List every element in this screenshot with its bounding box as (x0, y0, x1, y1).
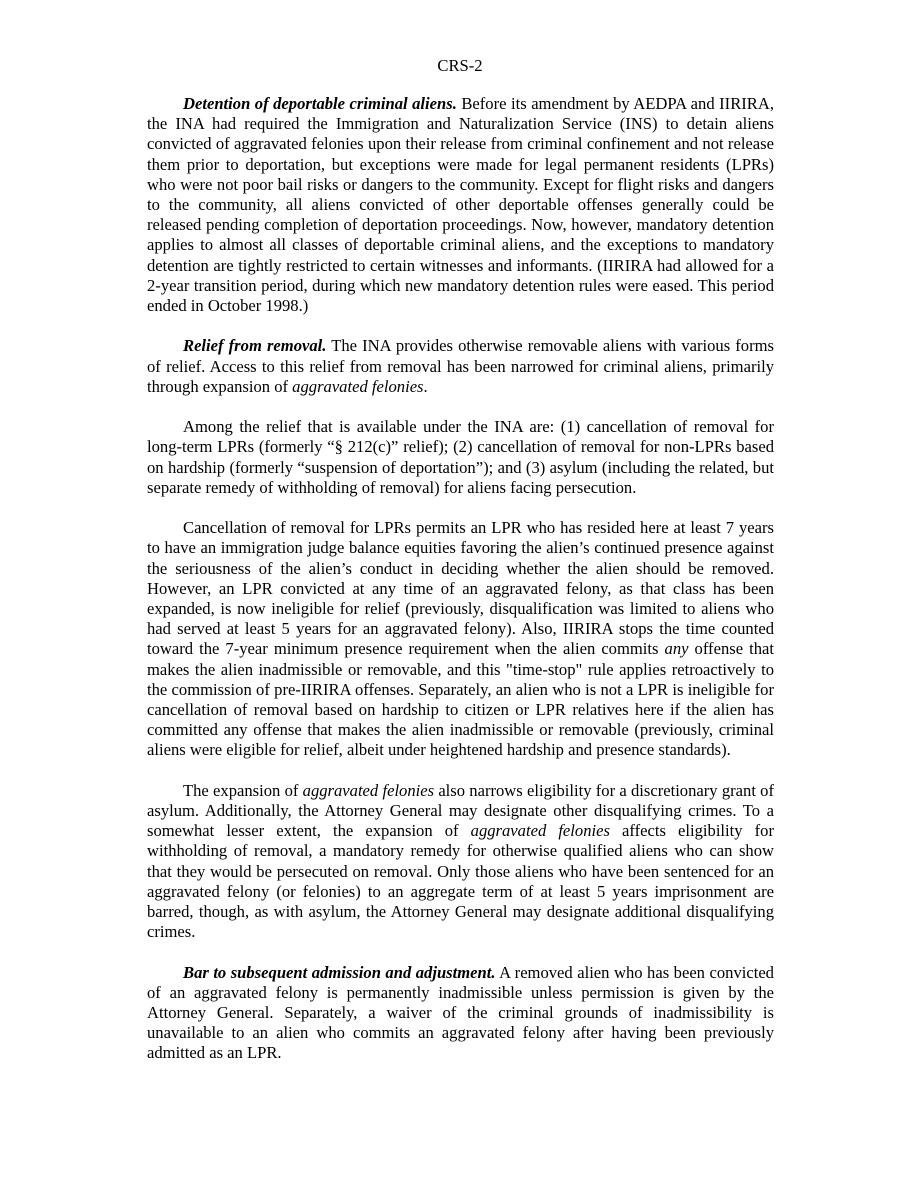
paragraph-text-relief: The INA provides otherwise removable aliens with various forms of relief. Access to this relief from removal has been narrowed for criminal aliens, primarily through expansion of (147, 336, 774, 396)
paragraph-detention (147, 94, 774, 316)
emphasis-any: any (664, 639, 689, 659)
paragraph-among (147, 417, 774, 498)
page-header: CRS-2 (437, 56, 483, 75)
emphasis-aggravated-felonies-2: aggravated felonies (470, 821, 610, 841)
paragraph-text-bar: A removed alien who has been convicted of an aggravated felony is permanently inadmissible unless permission is given by the Attorney General. Separately, a waiver of the criminal grounds of inadmissibility is unavailable to an alien who commits an aggravated felony after having been previously admitted as an LPR. (147, 962, 774, 1063)
paragraph-expansion (147, 781, 774, 943)
paragraph-text-expansion-1: The expansion of (183, 780, 303, 800)
paragraph-heading-bar: Bar to subsequent admission and adjustment. (183, 962, 496, 982)
paragraph-relief (147, 336, 774, 397)
paragraph-bar (147, 963, 774, 1064)
emphasis-aggravated-felonies: aggravated felonies (292, 376, 424, 396)
paragraph-heading-relief: Relief from removal. (183, 336, 327, 356)
emphasis-aggravated-felonies-1: aggravated felonies (302, 780, 435, 800)
paragraph-heading-detention: Detention of deportable criminal aliens. (183, 94, 457, 113)
paragraph-cancellation (147, 518, 774, 760)
paragraph-text-expansion-3: affects eligibility for withholding of removal, a mandatory remedy for otherwise qualified aliens who can show that they would be persecuted on removal. Only those aliens who have been sentenced for an aggravated felony (or felonies) to an aggregate term of at least 5 years imprisonment are barred, though, as with asylum, the Attorney General may designate additional disqualifying crimes. (147, 821, 774, 942)
paragraph-text-detention: Before its amendment by AEDPA and IIRIRA, the INA had required the Immigration and Naturalization Service (INS) to detain aliens convicted of aggravated felonies upon their release from criminal confinement and not release them prior to deportation, but exceptions were made for legal permanent residents (LPRs) who were not poor bail risks or dangers to the community. Except for flight risks and dangers to the community, all aliens convicted of other deportable offenses generally could be released pending completion of deportation proceedings. Now, however, mandatory detention applies to almost all classes of deportable criminal aliens, and the exceptions to mandatory detention are tightly restricted to certain witnesses and informants. (IIRIRA had allowed for a 2-year transition period, during which new mandatory detention rules were eased. This period ended in October 1998.) (147, 94, 774, 316)
paragraph-text-among: Among the relief that is available under the INA are: (1) cancellation of removal for long-term LPRs (formerly “§ 212(c)” relief); (2) cancellation of removal for non-LPRs based on hardship (formerly “suspension of deportation”); and (3) asylum (including the related, but separate remedy of withholding of removal) for aliens facing persecution. (147, 417, 774, 497)
paragraph-text-relief-end: . (423, 376, 428, 396)
document-body (147, 94, 774, 1084)
paragraph-text-cancellation-2: offense that makes the alien inadmissible or removable, and this "time-stop" rule applies retroactively to the commission of pre-IIRIRA offenses. Separately, an alien who is not a LPR is ineligible for cancellation of removal based on hardship to citizen or LPR relatives here if the alien has committed any offense that makes the alien inadmissible or removable (previously, criminal aliens were eligible for relief, albeit under heightened hardship and presence standards). (147, 639, 774, 760)
paragraph-text-expansion-2: also narrows eligibility for a discretionary grant of asylum. Additionally, the Attorney General may designate other disqualifying crimes. To a somewhat lesser extent, the expansion of (147, 780, 774, 841)
paragraph-text-cancellation-1: Cancellation of removal for LPRs permits an LPR who has resided here at least 7 years to have an immigration judge balance equities favoring the alien’s continued presence against the seriousness of the alien’s conduct in deciding whether the alien should be removed. However, an LPR convicted at any time of an aggravated felony, as that class has been expanded, is now ineligible for relief (previously, disqualification was limited to aliens who had served at least 5 years for an aggravated felony). Also, IIRIRA stops the time counted toward the 7-year minimum presence requirement when the alien commits (147, 518, 774, 659)
